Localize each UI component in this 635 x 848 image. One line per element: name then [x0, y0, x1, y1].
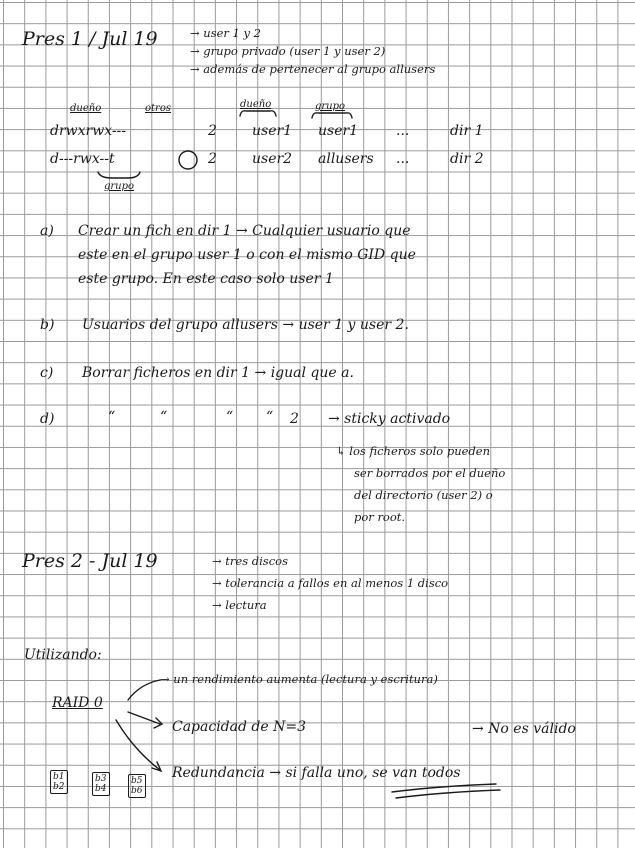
label-group-col: grupo	[315, 101, 346, 112]
raid-branch-redundancy: Redundancia → si falla uno, se van todos	[172, 765, 461, 781]
perm-string: d---rwx--t	[50, 151, 115, 167]
answer-b-letter: b)	[40, 317, 55, 333]
group-bracket	[312, 113, 352, 118]
ditto-mark-3: “	[226, 409, 234, 425]
raid-label: RAID 0	[52, 695, 103, 711]
q1-note-3: → además de pertenecer al grupo allusers	[190, 62, 436, 76]
dir-name: dir 2	[450, 151, 484, 167]
q1-heading: Pres 1 / Jul 19	[22, 28, 158, 50]
owner-cell: user2	[252, 151, 293, 167]
disk-2-bottom-block: b4	[95, 784, 107, 794]
answer-d-line-3: del directorio (user 2) o	[354, 488, 493, 502]
ditto-mark-4: “	[266, 409, 274, 425]
answer-b-text: Usuarios del grupo allusers → user 1 y user 2.	[82, 317, 409, 333]
answer-d-arrow: → sticky activado	[328, 411, 451, 427]
group-cell: user1	[318, 123, 359, 139]
q2-note-1: → tres discos	[212, 554, 288, 568]
arrow-capacity	[128, 712, 160, 724]
answer-d-line-4: por root.	[354, 510, 406, 524]
group-cell: allusers	[318, 151, 374, 167]
link-count: 2	[208, 123, 217, 139]
ditto-mark-2: “	[160, 409, 168, 425]
answer-d-line-2: ser borrados por el dueño	[354, 466, 506, 480]
raid-branch-performance: → un rendimiento aumenta (lectura y escritura)	[160, 672, 438, 686]
disk-3-bottom-block: b6	[131, 786, 143, 796]
using-label: Utilizando:	[24, 647, 102, 663]
raid-branch-capacity: Capacidad de N=3	[172, 719, 306, 735]
ditto-mark-1: “	[108, 409, 116, 425]
emphasis-underline-2	[396, 790, 500, 798]
label-others: otros	[145, 103, 171, 114]
arrow-redundancy	[116, 720, 160, 770]
dots: ...	[396, 123, 410, 139]
perm-string: drwxrwx---	[50, 123, 127, 139]
disk-1-bottom-block: b2	[53, 782, 65, 792]
label-owner-col: dueño	[240, 99, 272, 110]
answer-d-num: 2	[290, 411, 299, 427]
answer-c-letter: c)	[40, 365, 54, 381]
q1-note-2: → grupo privado (user 1 y user 2)	[190, 44, 386, 58]
arrow-performance	[128, 680, 160, 700]
owner-cell: user1	[252, 123, 293, 139]
invalid-note: → No es válido	[472, 721, 576, 737]
dots: ...	[396, 151, 410, 167]
answer-d-line-1: ↳ los ficheros solo pueden	[336, 444, 490, 458]
disk-1-top-block: b1	[53, 772, 65, 782]
label-group-bracket: grupo	[104, 181, 135, 192]
answer-a-line-1: Crear un fich en dir 1 → Cualquier usuario que	[78, 223, 411, 239]
link-count: 2	[208, 151, 217, 167]
disk-2-top-block: b3	[95, 774, 107, 784]
answer-a-letter: a)	[40, 223, 54, 239]
label-owner: dueño	[70, 103, 102, 114]
answer-d-letter: d)	[40, 411, 55, 427]
answer-a-line-3: este grupo. En este caso solo user 1	[78, 271, 334, 287]
disk-3-top-block: b5	[131, 776, 143, 786]
group-brace	[98, 172, 140, 178]
answer-a-line-2: este en el grupo user 1 o con el mismo GID que	[78, 247, 416, 263]
answer-c-text: Borrar ficheros en dir 1 → igual que a.	[82, 365, 354, 381]
q2-heading: Pres 2 - Jul 19	[22, 550, 158, 572]
sticky-bit-circle	[179, 151, 197, 169]
q1-note-1: → user 1 y 2	[190, 26, 261, 40]
q2-note-3: → lectura	[212, 598, 267, 612]
q2-note-2: → tolerancia a fallos en al menos 1 disco	[212, 576, 449, 590]
dir-name: dir 1	[450, 123, 484, 139]
owner-bracket	[240, 111, 276, 116]
